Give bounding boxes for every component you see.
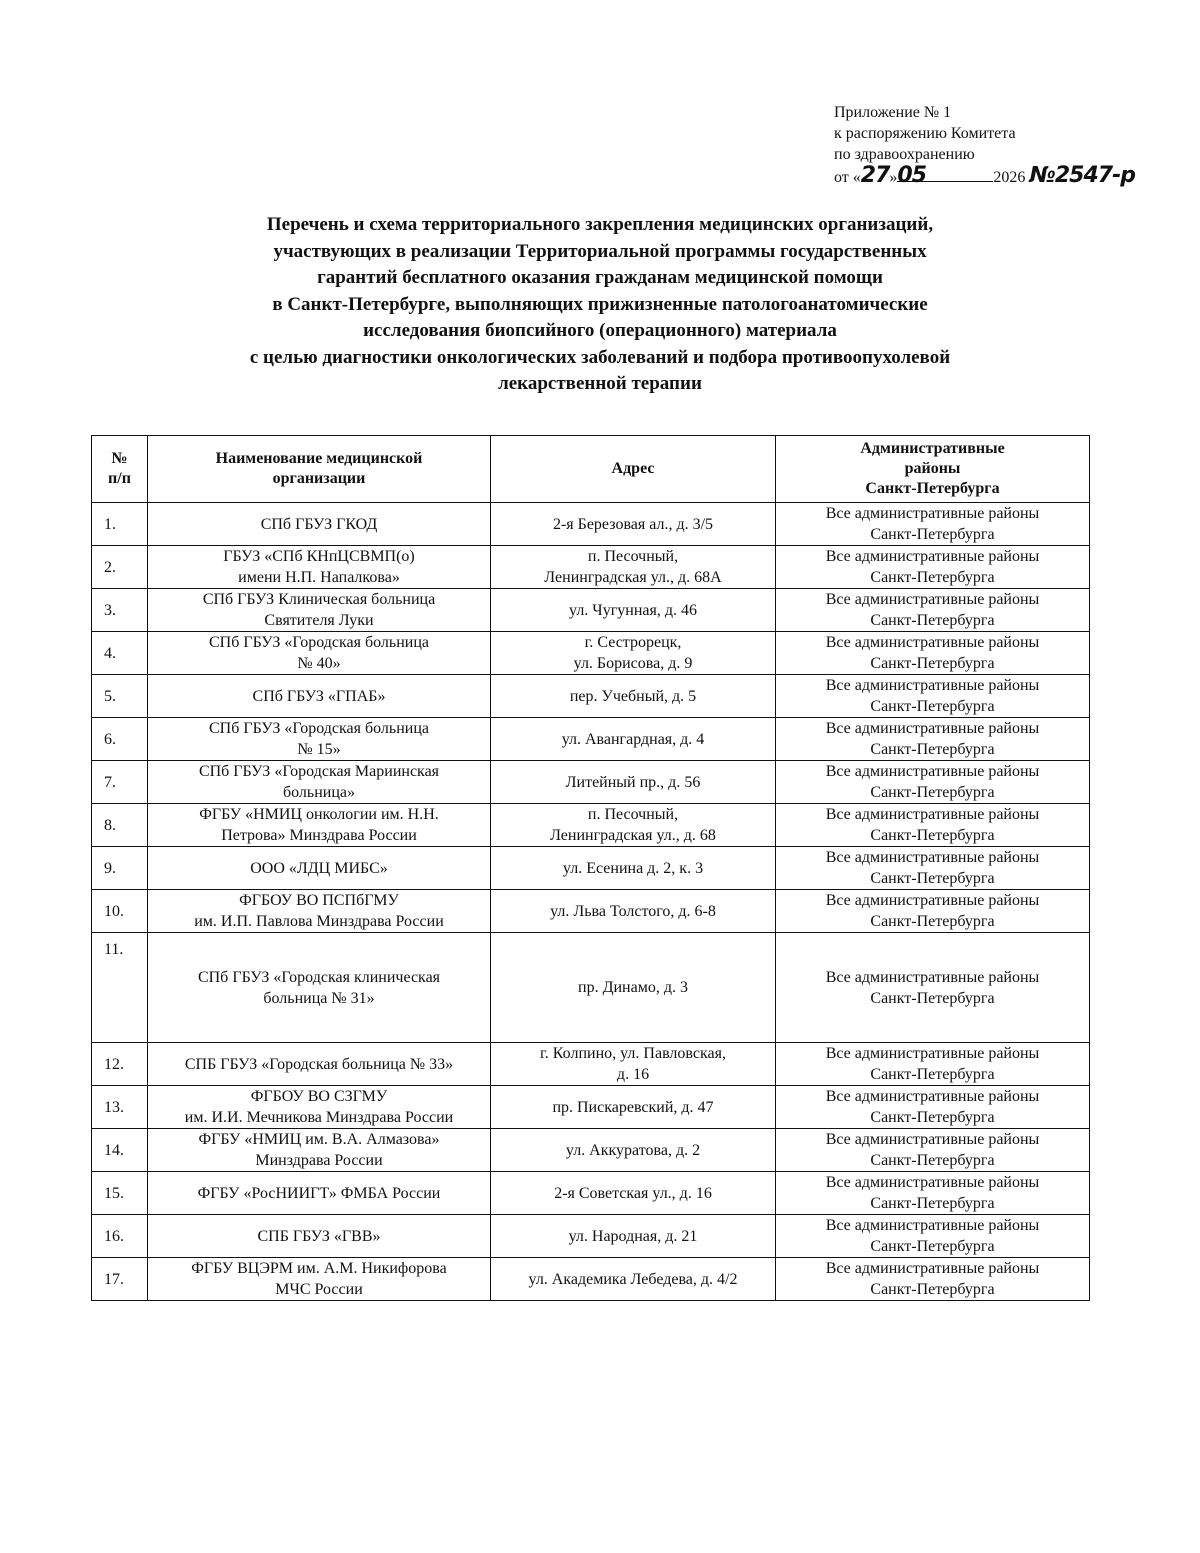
- row-organization-name-line: СПб ГБУЗ ГКОД: [260, 515, 378, 533]
- row-organization-name: [148, 804, 491, 847]
- table-row: [92, 1086, 1090, 1129]
- row-organization-name-line: СПБ ГБУЗ «ГВВ»: [257, 1227, 381, 1245]
- row-organization-name: [148, 1258, 491, 1301]
- row-organization-name-line: ООО «ЛДЦ МИБС»: [250, 859, 388, 877]
- row-address: [491, 1215, 776, 1258]
- row-address-line: 2-я Березовая ал., д. 3/5: [552, 515, 714, 533]
- table-header-row: [92, 436, 1090, 503]
- table-row: [92, 1215, 1090, 1258]
- row-districts-line: Все административные районы: [825, 505, 1040, 522]
- date-day: 27: [860, 163, 890, 188]
- header-districts: [776, 436, 1090, 503]
- row-organization-name: [148, 718, 491, 761]
- row-districts: [776, 1086, 1090, 1129]
- row-number: [92, 804, 148, 847]
- row-address: [491, 761, 776, 804]
- header-number-line-2: п/п: [108, 470, 131, 487]
- row-organization-name-line: ФГБУ ВЦЭРМ им. А.М. Никифорова: [191, 1260, 447, 1277]
- row-districts-line: Санкт-Петербурга: [870, 698, 995, 715]
- row-districts: [776, 675, 1090, 718]
- table-row: [92, 847, 1090, 890]
- row-organization-name-line: СПб ГБУЗ «Городская больница: [209, 720, 429, 737]
- header-districts-line-1: Административные: [860, 440, 1005, 457]
- row-districts-line: Санкт-Петербурга: [870, 569, 995, 586]
- row-districts: [776, 1043, 1090, 1086]
- row-address: [491, 890, 776, 933]
- row-districts: [776, 589, 1090, 632]
- row-districts-line: Все административные районы: [825, 1217, 1040, 1234]
- row-address: [491, 804, 776, 847]
- row-districts-line: Все административные районы: [825, 1088, 1040, 1105]
- row-organization-name: [148, 1043, 491, 1086]
- row-organization-name-line: больница № 31»: [263, 989, 375, 1007]
- header-number-line-1: №: [111, 450, 128, 467]
- row-districts-line: Все административные районы: [825, 892, 1040, 909]
- row-number-line: 3.: [104, 601, 116, 619]
- appendix-line-1: Приложение № 1: [834, 104, 952, 121]
- table-row: [92, 546, 1090, 589]
- row-districts-line: Санкт-Петербурга: [870, 1238, 995, 1255]
- row-districts: [776, 933, 1090, 1043]
- row-organization-name-line: МЧС России: [275, 1281, 363, 1298]
- row-districts-line: Все административные районы: [825, 849, 1040, 866]
- row-address-line: ул. Академика Лебедева, д. 4/2: [528, 1270, 738, 1288]
- row-districts-line: Все административные районы: [825, 677, 1040, 694]
- header-name-line-1: Наименование медицинской: [215, 450, 423, 467]
- row-organization-name: [148, 589, 491, 632]
- row-address-line: пр. Динамо, д. 3: [578, 979, 688, 996]
- row-address: [491, 546, 776, 589]
- row-address-line: Литейный пр., д. 56: [565, 773, 701, 791]
- row-districts-line: Все административные районы: [825, 634, 1040, 651]
- row-address-line: п. Песочный,: [587, 806, 679, 823]
- row-districts-line: Все административные районы: [825, 1045, 1040, 1062]
- row-address-line: ул. Чугунная, д. 46: [569, 601, 697, 619]
- row-organization-name-line: Петрова» Минздрава России: [221, 827, 417, 844]
- document-title: [150, 212, 1050, 398]
- row-districts-line: Санкт-Петербурга: [870, 612, 995, 629]
- table-row: [92, 804, 1090, 847]
- row-organization-name: [148, 1215, 491, 1258]
- row-districts-line: Санкт-Петербурга: [870, 827, 995, 844]
- row-number-line: 12.: [104, 1055, 124, 1073]
- row-address-line: ул. Авангардная, д. 4: [561, 730, 705, 748]
- row-organization-name-line: СПб ГБУЗ «Городская больница: [209, 634, 429, 651]
- row-number: [92, 503, 148, 546]
- row-organization-name: [148, 675, 491, 718]
- row-number-line: 5.: [104, 687, 116, 705]
- row-number-line: 8.: [104, 816, 116, 834]
- header-districts-line-2: районы: [904, 460, 961, 477]
- appendix-date-line: [834, 165, 1164, 188]
- table-row: [92, 761, 1090, 804]
- row-organization-name-line: больница»: [283, 784, 355, 801]
- row-number-line: 14.: [104, 1141, 124, 1159]
- row-organization-name-line: № 15»: [297, 741, 341, 758]
- row-districts: [776, 804, 1090, 847]
- row-districts-line: Санкт-Петербурга: [870, 1195, 995, 1212]
- title-line: с целью диагностики онкологических заболеваний и подбора противоопухолевой: [249, 346, 951, 368]
- row-organization-name-line: имени Н.П. Напалкова»: [238, 569, 400, 586]
- row-districts: [776, 503, 1090, 546]
- row-districts-line: Все административные районы: [825, 1131, 1040, 1148]
- row-address: [491, 1172, 776, 1215]
- row-districts: [776, 1258, 1090, 1301]
- row-number-line: 17.: [104, 1270, 124, 1288]
- row-address-line: 2-я Советская ул., д. 16: [554, 1184, 712, 1202]
- row-address-line: ул. Борисова, д. 9: [573, 655, 693, 672]
- row-organization-name-line: ФГБОУ ВО ПСПбГМУ: [239, 892, 399, 909]
- table-row: [92, 1043, 1090, 1086]
- row-number-line: 9.: [104, 859, 116, 877]
- table-row: [92, 890, 1090, 933]
- row-districts-line: Все административные районы: [825, 968, 1040, 986]
- row-number-line: 15.: [104, 1184, 124, 1202]
- title-line: лекарственной терапии: [498, 373, 702, 394]
- header-address-text: Адрес: [611, 460, 655, 477]
- row-address: [491, 933, 776, 1043]
- title-line: Перечень и схема территориального закрепления медицинских организаций,: [266, 214, 934, 235]
- row-districts-line: Все административные районы: [825, 548, 1040, 565]
- date-year: 2026: [993, 169, 1026, 186]
- row-organization-name: [148, 1129, 491, 1172]
- date-mid: »: [889, 169, 898, 186]
- organizations-table: [91, 435, 1090, 1301]
- appendix-block: [834, 102, 1164, 188]
- row-districts-line: Санкт-Петербурга: [870, 1109, 995, 1126]
- row-address-line: Ленинградская ул., д. 68: [550, 827, 716, 844]
- table-row: [92, 632, 1090, 675]
- row-organization-name-line: № 40»: [297, 655, 341, 672]
- title-line: гарантий бесплатного оказания гражданам медицинской помощи: [317, 267, 883, 288]
- row-number: [92, 675, 148, 718]
- row-districts-line: Все административные районы: [825, 591, 1040, 608]
- order-number: №2547-р: [1029, 163, 1135, 188]
- row-address: [491, 1086, 776, 1129]
- row-number-line: 10.: [104, 902, 124, 920]
- row-districts-line: Санкт-Петербурга: [870, 1152, 995, 1169]
- row-districts-line: Санкт-Петербурга: [870, 741, 995, 758]
- row-districts: [776, 632, 1090, 675]
- row-number: [92, 718, 148, 761]
- row-organization-name-line: ФГБОУ ВО СЗГМУ: [250, 1088, 388, 1105]
- row-organization-name: [148, 1086, 491, 1129]
- row-number: [92, 546, 148, 589]
- table-row: [92, 1129, 1090, 1172]
- table-row: [92, 1258, 1090, 1301]
- row-organization-name: [148, 761, 491, 804]
- row-number-line: 6.: [104, 730, 116, 748]
- row-districts-line: Все административные районы: [825, 806, 1040, 823]
- row-districts: [776, 718, 1090, 761]
- row-number: [92, 1172, 148, 1215]
- row-address-line: г. Колпино, ул. Павловская,: [540, 1045, 726, 1062]
- row-address: [491, 847, 776, 890]
- row-number: [92, 1043, 148, 1086]
- appendix-line-3: по здравоохранению: [834, 146, 975, 163]
- row-organization-name-line: СПБ ГБУЗ «Городская больница № 33»: [184, 1055, 454, 1073]
- row-number: [92, 1086, 148, 1129]
- row-districts: [776, 847, 1090, 890]
- table-row: [92, 1172, 1090, 1215]
- row-organization-name-line: Минздрава России: [255, 1152, 383, 1169]
- row-address-line: ул. Есенина д. 2, к. 3: [562, 859, 704, 877]
- row-number: [92, 632, 148, 675]
- row-districts-line: Санкт-Петербурга: [870, 784, 995, 801]
- row-number: [92, 1258, 148, 1301]
- title-line: в Санкт-Петербурге, выполняющих прижизненные патологоанатомические: [272, 293, 928, 315]
- row-organization-name-line: Святителя Луки: [264, 612, 374, 629]
- row-districts-line: Санкт-Петербурга: [870, 870, 995, 887]
- row-address-line: г. Сестрорецк,: [584, 634, 682, 651]
- row-districts-line: Все административные районы: [825, 1174, 1040, 1191]
- row-address-line: д. 16: [616, 1066, 650, 1083]
- date-month-blank: [897, 163, 993, 188]
- header-name-line-2: организации: [272, 470, 366, 487]
- row-number: [92, 847, 148, 890]
- row-districts: [776, 1172, 1090, 1215]
- row-districts-line: Все административные районы: [825, 720, 1040, 737]
- date-month: 05: [897, 163, 927, 188]
- row-organization-name-line: ГБУЗ «СПб КНпЦСВМП(о): [223, 548, 415, 565]
- row-address-line: ул. Народная, д. 21: [568, 1227, 698, 1245]
- row-number-line: 4.: [104, 644, 116, 662]
- row-number-line: 2.: [104, 558, 116, 576]
- row-organization-name-line: ФГБУ «НМИЦ онкологии им. Н.Н.: [199, 806, 439, 823]
- header-districts-line-3: Санкт-Петербурга: [865, 480, 1000, 497]
- row-organization-name: [148, 632, 491, 675]
- row-address-line: ул. Льва Толстого, д. 6-8: [550, 902, 716, 920]
- row-districts: [776, 546, 1090, 589]
- row-districts: [776, 890, 1090, 933]
- row-number-line: 7.: [104, 773, 116, 791]
- date-prefix: от «: [834, 169, 861, 186]
- row-organization-name-line: ФГБУ «РосНИИГТ» ФМБА России: [197, 1184, 441, 1202]
- table-row: [92, 933, 1090, 1043]
- row-districts-line: Санкт-Петербурга: [870, 1281, 995, 1298]
- row-organization-name-line: ФГБУ «НМИЦ им. В.А. Алмазова»: [198, 1131, 440, 1148]
- row-address: [491, 589, 776, 632]
- row-districts-line: Санкт-Петербурга: [870, 913, 995, 930]
- row-address: [491, 675, 776, 718]
- row-districts-line: Все административные районы: [825, 763, 1040, 780]
- table-body: [92, 503, 1090, 1301]
- row-number-line: 13.: [104, 1098, 124, 1116]
- row-number: [92, 1129, 148, 1172]
- row-address-line: пр. Пискаревский, д. 47: [552, 1098, 714, 1116]
- row-districts-line: Санкт-Петербурга: [870, 526, 995, 543]
- row-address: [491, 632, 776, 675]
- table-row: [92, 718, 1090, 761]
- row-districts-line: Все административные районы: [825, 1260, 1040, 1277]
- row-address: [491, 1258, 776, 1301]
- row-districts: [776, 761, 1090, 804]
- row-address: [491, 1129, 776, 1172]
- header-name: [148, 436, 491, 503]
- row-organization-name-line: СПб ГБУЗ «Городская Мариинская: [198, 763, 440, 780]
- row-organization-name: [148, 933, 491, 1043]
- row-organization-name: [148, 546, 491, 589]
- header-address: [491, 436, 776, 503]
- row-number: [92, 890, 148, 933]
- row-number: [92, 1215, 148, 1258]
- row-number: [92, 589, 148, 632]
- row-number-line: 1.: [104, 515, 116, 533]
- table-row: [92, 675, 1090, 718]
- title-line: исследования биопсийного (операционного) материала: [363, 320, 837, 341]
- row-organization-name-line: СПб ГБУЗ «Городская клиническая: [197, 968, 441, 986]
- row-districts: [776, 1129, 1090, 1172]
- row-organization-name: [148, 1172, 491, 1215]
- row-organization-name: [148, 847, 491, 890]
- row-organization-name-line: им. И.П. Павлова Минздрава России: [194, 913, 444, 930]
- row-address-line: ул. Аккуратова, д. 2: [565, 1141, 701, 1159]
- table-row: [92, 589, 1090, 632]
- row-districts-line: Санкт-Петербурга: [870, 989, 995, 1007]
- row-organization-name-line: им. И.И. Мечникова Минздрава России: [184, 1109, 454, 1126]
- row-districts: [776, 1215, 1090, 1258]
- row-organization-name: [148, 890, 491, 933]
- row-number: [92, 933, 148, 1043]
- row-number: [92, 761, 148, 804]
- row-number-line: 16.: [104, 1227, 124, 1245]
- row-organization-name-line: СПб ГБУЗ Клиническая больница: [202, 591, 436, 608]
- row-organization-name: [148, 503, 491, 546]
- row-address: [491, 718, 776, 761]
- appendix-line-2: к распоряжению Комитета: [834, 125, 1016, 142]
- row-districts-line: Санкт-Петербурга: [870, 655, 995, 672]
- row-address-line: Ленинградская ул., д. 68А: [544, 569, 722, 586]
- header-number: [92, 436, 148, 503]
- row-address: [491, 1043, 776, 1086]
- row-address-line: пер. Учебный, д. 5: [569, 687, 697, 705]
- row-districts-line: Санкт-Петербурга: [870, 1066, 995, 1083]
- row-number-line: 11.: [104, 941, 124, 958]
- row-address: [491, 503, 776, 546]
- row-organization-name-line: СПб ГБУЗ «ГПАБ»: [252, 687, 386, 705]
- title-line: участвующих в реализации Территориальной программы государственных: [273, 240, 927, 262]
- table-row: [92, 503, 1090, 546]
- row-address-line: п. Песочный,: [587, 548, 679, 565]
